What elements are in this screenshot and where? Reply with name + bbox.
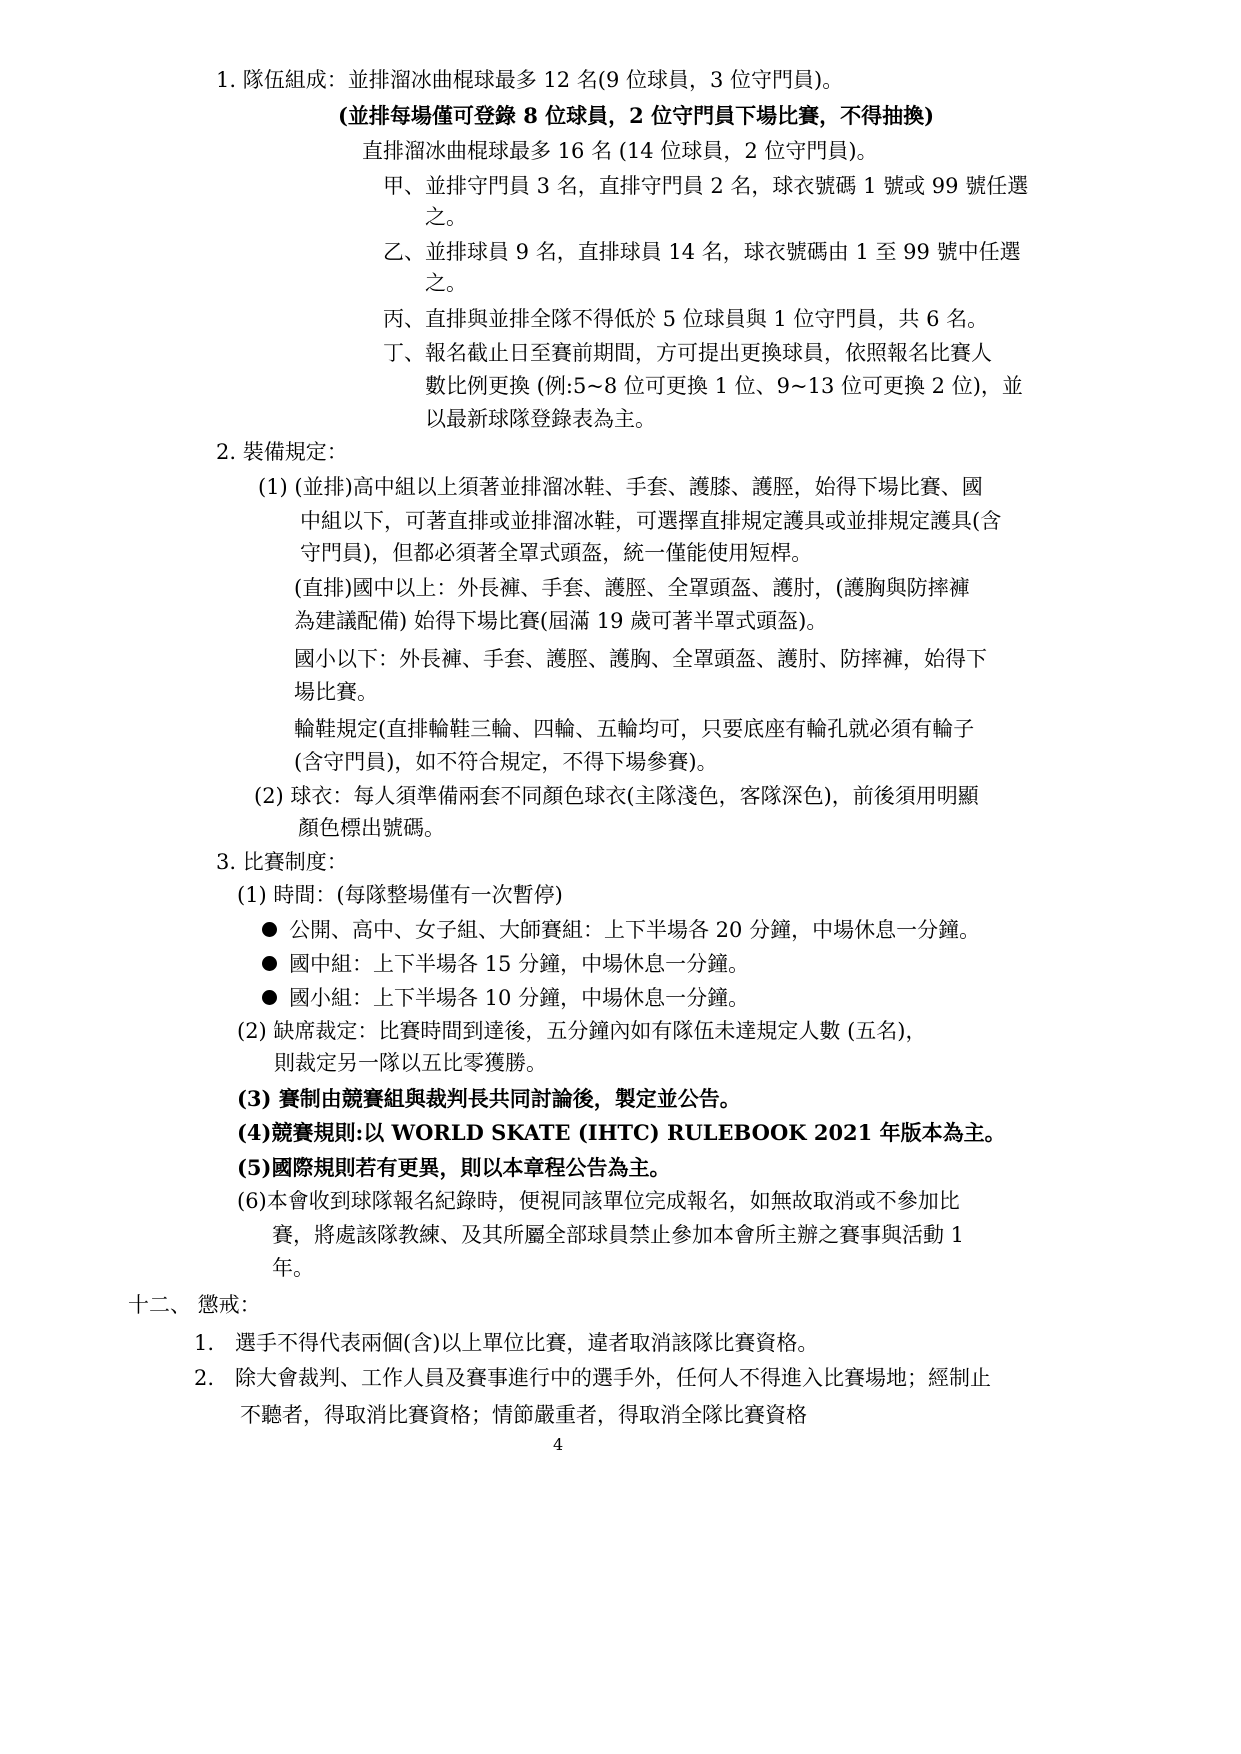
format-rule: (3) 賽制由競賽組與裁判長共同討論後，製定並公告。 — [237, 1086, 741, 1111]
equipment-p1-line1: (1) (並排)高中組以上須著並排溜冰鞋、手套、護膝、護脛，始得下場比賽、國 — [258, 475, 983, 499]
bullet-dot-icon — [262, 922, 277, 937]
equipment-p5-line2: 顏色標出號碼。 — [298, 816, 445, 840]
absence-rule-line1: (2) 缺席裁定：比賽時間到達後，五分鐘內如有隊伍未達規定人數 (五名)， — [237, 1019, 927, 1043]
discipline-item-2-line1: 2. 除大會裁判、工作人員及賽事進行中的選手外，任何人不得進入比賽場地；經制止 — [194, 1366, 992, 1390]
team-composition-heading: 1. 隊伍組成：並排溜冰曲棍球最多 12 名(9 位球員，3 位守門員)。 — [216, 68, 844, 92]
equipment-p1-line2: 中組以下，可著直排或並排溜冰鞋，可選擇直排規定護具或並排規定護具(含 — [300, 509, 1002, 533]
rule-yi-line1: 乙、並排球員 9 名，直排球員 14 名，球衣號碼由 1 至 99 號中任選 — [383, 240, 1021, 264]
rule-jia-line2: 之。 — [425, 205, 467, 229]
rule-ding-line1: 丁、報名截止日至賽前期間，方可提出更換球員，依照報名比賽人 — [383, 341, 992, 365]
rulebook-rule: (4)競賽規則:以 WORLD SKATE (IHTC) RULEBOOK 2021 年版本為主。 — [237, 1120, 1006, 1145]
discipline-item-1: 1. 選手不得代表兩個(含)以上單位比賽，違者取消該隊比賽資格。 — [194, 1331, 819, 1355]
equipment-p3-line2: 場比賽。 — [294, 680, 378, 704]
absence-rule-line2: 則裁定另一隊以五比零獲勝。 — [274, 1051, 547, 1075]
discipline-item-2-line2: 不聽者，得取消比賽資格；情節嚴重者，得取消全隊比賽資格 — [240, 1403, 807, 1427]
registration-rule-line1: (6)本會收到球隊報名紀錄時，便視同該單位完成報名，如無故取消或不參加比 — [237, 1189, 960, 1213]
time-bullet-2: 國中組：上下半場各 15 分鐘，中場休息一分鐘。 — [262, 954, 749, 975]
time-rule: (1) 時間：(每隊整場僅有一次暫停) — [237, 883, 563, 907]
time-bullet-3: 國小組：上下半場各 10 分鐘，中場休息一分鐘。 — [262, 988, 749, 1009]
competition-heading: 3. 比賽制度： — [216, 850, 348, 874]
equipment-p4-line2: (含守門員)，如不符合規定，不得下場參賽)。 — [294, 750, 718, 774]
registration-rule-line3: 年。 — [272, 1256, 314, 1280]
equipment-p2-line1: (直排)國中以上：外長褲、手套、護脛、全罩頭盔、護肘，(護胸與防摔褲 — [294, 576, 970, 600]
team-composition-note: (並排每場僅可登錄 8 位球員，2 位守門員下場比賽，不得抽換) — [338, 103, 935, 128]
rule-jia-line1: 甲、並排守門員 3 名，直排守門員 2 名，球衣號碼 1 號或 99 號任選 — [383, 174, 1029, 198]
equipment-p2-line2: 為建議配備) 始得下場比賽(屆滿 19 歲可著半罩式頭盔)。 — [294, 609, 828, 633]
page-number: 4 — [553, 1435, 564, 1454]
equipment-p1-line3: 守門員)，但都必須著全罩式頭盔，統一僅能使用短桿。 — [300, 541, 813, 565]
time-bullet-1: 公開、高中、女子組、大師賽組：上下半場各 20 分鐘，中場休息一分鐘。 — [262, 920, 980, 941]
bullet-dot-icon — [262, 990, 277, 1005]
rule-ding-line2: 數比例更換 (例:5~8 位可更換 1 位、9~13 位可更換 2 位)，並 — [425, 374, 1023, 398]
discipline-heading: 十二、 懲戒： — [128, 1293, 261, 1317]
equipment-p4-line1: 輪鞋規定(直排輪鞋三輪、四輪、五輪均可，只要底座有輪孔就必須有輪子 — [294, 717, 975, 741]
inline-team-limit: 直排溜冰曲棍球最多 16 名 (14 位球員，2 位守門員)。 — [362, 139, 878, 163]
bullet-dot-icon — [262, 956, 277, 971]
rule-yi-line2: 之。 — [425, 271, 467, 295]
rule-bing: 丙、直排與並排全隊不得低於 5 位球員與 1 位守門員，共 6 名。 — [383, 307, 989, 331]
equipment-heading: 2. 裝備規定： — [216, 440, 348, 464]
registration-rule-line2: 賽，將處該隊教練、及其所屬全部球員禁止參加本會所主辦之賽事與活動 1 — [272, 1223, 965, 1247]
rule-ding-line3: 以最新球隊登錄表為主。 — [425, 407, 656, 431]
international-rule: (5)國際規則若有更異，則以本章程公告為主。 — [237, 1155, 671, 1180]
equipment-p5-line1: (2) 球衣：每人須準備兩套不同顏色球衣(主隊淺色，客隊深色)，前後須用明顯 — [254, 784, 979, 808]
equipment-p3-line1: 國小以下：外長褲、手套、護脛、護胸、全罩頭盔、護肘、防摔褲，始得下 — [294, 647, 987, 671]
